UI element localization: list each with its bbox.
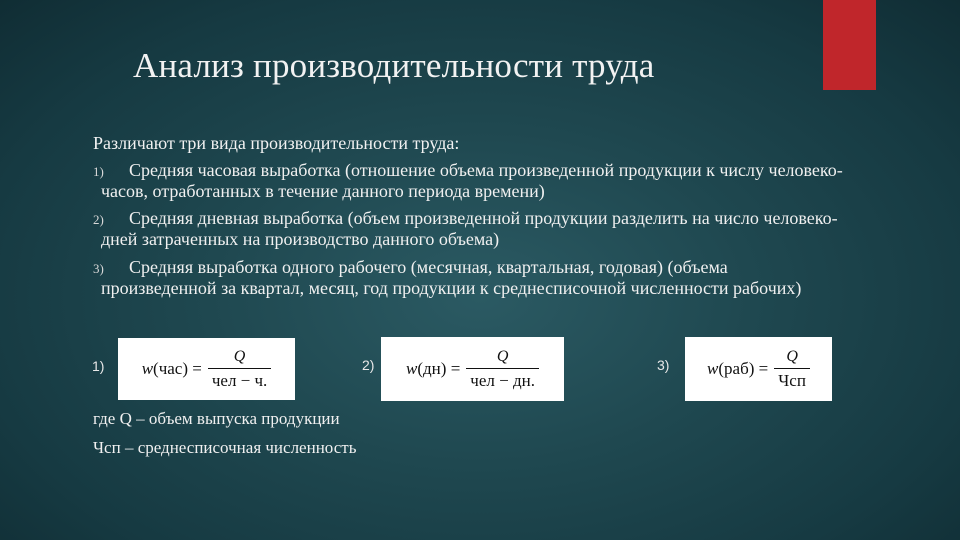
formula-daily-output — [381, 337, 564, 401]
formula-fraction — [466, 348, 539, 391]
list-item-text: Средняя часовая выработка (отношение объема произведенной продукции к числу человеко- — [129, 160, 843, 180]
list-item — [93, 160, 843, 202]
formula-fraction — [208, 348, 271, 391]
list-item-number: 1) — [93, 164, 104, 179]
list-item — [93, 208, 838, 250]
formula-lhs: w(раб) = — [707, 359, 769, 378]
formula-hourly-output — [118, 338, 295, 400]
list-item — [93, 257, 801, 299]
list-item-text-continued: произведенной за квартал, месяц, год продукции к среднесписочной численности рабочих) — [101, 278, 802, 298]
formula-worker-output — [685, 337, 832, 401]
note-chsp-definition: Чсп – среднесписочная численность — [93, 438, 357, 457]
formula-fraction — [774, 348, 810, 391]
formula-denominator: Чсп — [774, 368, 810, 391]
list-item-number: 3) — [93, 261, 104, 276]
formula-numerator: Q — [233, 347, 246, 365]
formula-numerator: Q — [786, 347, 798, 365]
list-item-text: Средняя выработка одного рабочего (месячная, квартальная, годовая) (объема — [129, 257, 728, 277]
formula-lhs: w(час) = — [141, 359, 202, 378]
formula-label: 2) — [362, 357, 375, 373]
list-item-text-continued: часов, отработанных в течение данного периода времени) — [101, 181, 545, 201]
slide-title: Анализ производительности труда — [133, 46, 655, 85]
formula-denominator: чел − дн. — [466, 368, 539, 391]
list-item-text: Средняя дневная выработка (объем произведенной продукции разделить на число человеко- — [129, 208, 838, 228]
formula-lhs: w(дн) = — [406, 359, 461, 378]
formula-numerator: Q — [496, 347, 509, 365]
note-q-definition: где Q – объем выпуска продукции — [93, 409, 340, 428]
formula-label: 3) — [657, 357, 670, 373]
list-item-text-continued: дней затраченных на производство данного объема) — [101, 229, 500, 249]
formula-denominator: чел − ч. — [208, 368, 271, 391]
red-accent-bar — [823, 0, 876, 90]
list-item-number: 2) — [93, 212, 104, 227]
formula-label: 1) — [92, 358, 105, 374]
intro-text: Различают три вида производительности труда: — [93, 133, 460, 153]
